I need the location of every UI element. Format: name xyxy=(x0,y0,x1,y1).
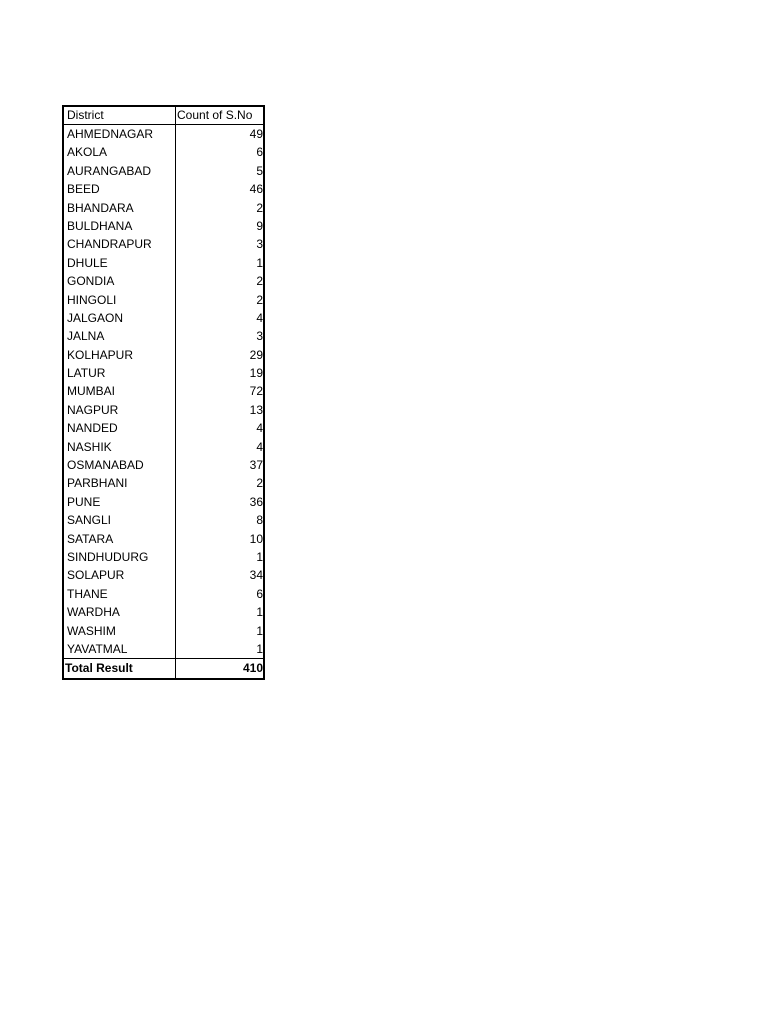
table-row xyxy=(64,217,263,235)
count-cell[interactable]: 2 xyxy=(256,274,263,289)
district-cell[interactable]: SOLAPUR xyxy=(64,566,176,584)
district-cell[interactable]: AKOLA xyxy=(64,143,176,161)
count-cell[interactable]: 9 xyxy=(256,218,263,233)
count-cell[interactable]: 4 xyxy=(256,421,263,436)
total-count[interactable]: 410 xyxy=(242,661,263,676)
count-cell[interactable]: 37 xyxy=(249,458,263,473)
district-cell[interactable]: CHANDRAPUR xyxy=(64,235,176,253)
district-cell[interactable]: YAVATMAL xyxy=(64,640,176,658)
table-row xyxy=(64,162,263,180)
table-row xyxy=(64,254,263,272)
count-cell[interactable]: 1 xyxy=(256,255,263,270)
count-cell[interactable]: 2 xyxy=(256,200,263,215)
district-cell[interactable]: SATARA xyxy=(64,530,176,548)
district-cell[interactable]: SANGLI xyxy=(64,511,176,529)
district-cell[interactable]: NANDED xyxy=(64,419,176,437)
count-cell[interactable]: 36 xyxy=(249,494,263,509)
total-row xyxy=(64,658,263,677)
district-cell[interactable]: AHMEDNAGAR xyxy=(64,125,176,143)
count-cell[interactable]: 13 xyxy=(249,402,263,417)
count-cell[interactable]: 46 xyxy=(249,182,263,197)
district-cell[interactable]: MUMBAI xyxy=(64,382,176,400)
table-row xyxy=(64,235,263,253)
district-cell[interactable]: KOLHAPUR xyxy=(64,346,176,364)
table-row xyxy=(64,272,263,290)
table-row xyxy=(64,401,263,419)
table-row xyxy=(64,180,263,198)
header-count[interactable]: Count of S.No xyxy=(177,108,253,122)
count-cell[interactable]: 6 xyxy=(256,586,263,601)
district-cell[interactable]: JALNA xyxy=(64,327,176,345)
district-cell[interactable]: WARDHA xyxy=(64,603,176,621)
count-cell[interactable]: 1 xyxy=(256,623,263,638)
district-cell[interactable]: BHANDARA xyxy=(64,199,176,217)
table-row xyxy=(64,585,263,603)
table-row xyxy=(64,456,263,474)
count-cell[interactable]: 8 xyxy=(256,513,263,528)
header-district[interactable]: District xyxy=(64,107,176,124)
district-cell[interactable]: LATUR xyxy=(64,364,176,382)
district-cell[interactable]: WASHIM xyxy=(64,622,176,640)
count-cell[interactable]: 1 xyxy=(256,549,263,564)
count-cell[interactable]: 5 xyxy=(256,163,263,178)
table-row xyxy=(64,125,263,143)
district-cell[interactable]: GONDIA xyxy=(64,272,176,290)
total-label[interactable]: Total Result xyxy=(64,659,176,677)
table-row xyxy=(64,419,263,437)
count-cell[interactable]: 3 xyxy=(256,237,263,252)
table-header-row xyxy=(64,107,263,125)
district-cell[interactable]: JALGAON xyxy=(64,309,176,327)
table-row xyxy=(64,548,263,566)
table-row xyxy=(64,566,263,584)
table-row xyxy=(64,493,263,511)
count-cell[interactable]: 72 xyxy=(249,384,263,399)
district-cell[interactable]: HINGOLI xyxy=(64,291,176,309)
count-cell[interactable]: 1 xyxy=(256,641,263,656)
district-cell[interactable]: OSMANABAD xyxy=(64,456,176,474)
table-row xyxy=(64,143,263,161)
table-row xyxy=(64,309,263,327)
count-cell[interactable]: 4 xyxy=(256,439,263,454)
table-row xyxy=(64,291,263,309)
table-row xyxy=(64,364,263,382)
district-cell[interactable]: PARBHANI xyxy=(64,474,176,492)
count-cell[interactable]: 10 xyxy=(249,531,263,546)
count-cell[interactable]: 6 xyxy=(256,145,263,160)
count-cell[interactable]: 3 xyxy=(256,329,263,344)
table-row xyxy=(64,474,263,492)
district-cell[interactable]: PUNE xyxy=(64,493,176,511)
district-cell[interactable]: BULDHANA xyxy=(64,217,176,235)
district-cell[interactable]: BEED xyxy=(64,180,176,198)
pivot-table xyxy=(62,105,265,680)
table-body xyxy=(64,125,263,658)
count-cell[interactable]: 29 xyxy=(249,347,263,362)
table-row xyxy=(64,603,263,621)
table-row xyxy=(64,438,263,456)
district-cell[interactable]: SINDHUDURG xyxy=(64,548,176,566)
count-cell[interactable]: 34 xyxy=(249,568,263,583)
table-row xyxy=(64,530,263,548)
table-row xyxy=(64,199,263,217)
count-cell[interactable]: 2 xyxy=(256,476,263,491)
table-row xyxy=(64,640,263,658)
count-cell[interactable]: 19 xyxy=(249,366,263,381)
district-cell[interactable]: DHULE xyxy=(64,254,176,272)
table-row xyxy=(64,622,263,640)
district-cell[interactable]: NASHIK xyxy=(64,438,176,456)
count-cell[interactable]: 2 xyxy=(256,292,263,307)
table-row xyxy=(64,327,263,345)
count-cell[interactable]: 1 xyxy=(256,605,263,620)
count-cell[interactable]: 4 xyxy=(256,310,263,325)
table-row xyxy=(64,511,263,529)
table-row xyxy=(64,346,263,364)
district-cell[interactable]: AURANGABAD xyxy=(64,162,176,180)
table-row xyxy=(64,382,263,400)
count-cell[interactable]: 49 xyxy=(249,127,263,141)
district-cell[interactable]: NAGPUR xyxy=(64,401,176,419)
district-cell[interactable]: THANE xyxy=(64,585,176,603)
